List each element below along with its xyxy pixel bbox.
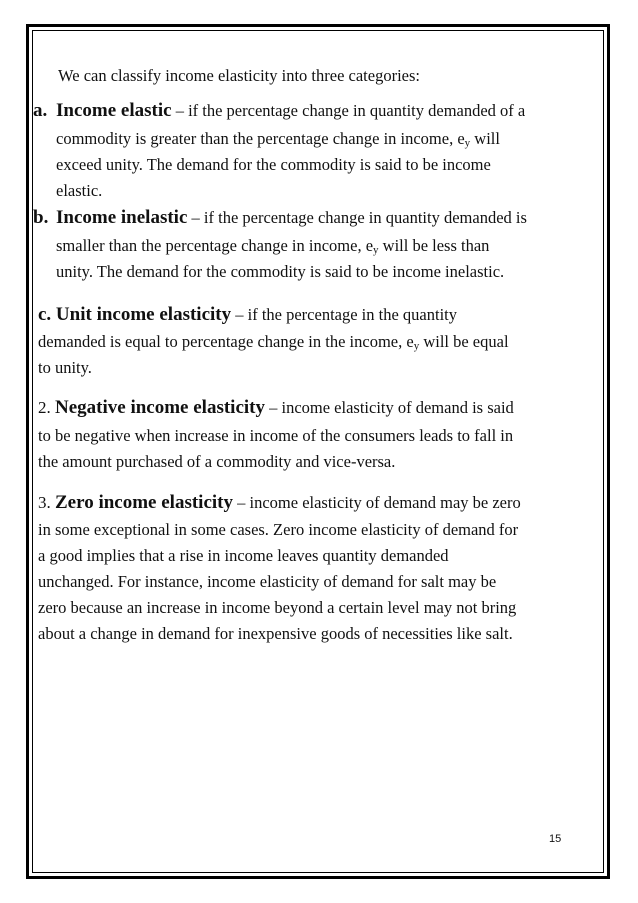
- item-c-line-3: to unity.: [38, 358, 92, 377]
- item-b-subscript: y: [373, 244, 379, 256]
- item-2-line-3: the amount purchased of a commodity and vice-versa.: [38, 452, 396, 471]
- item-2-line-1: [38, 398, 514, 418]
- item-3-line-1-rest: – income elasticity of demand may be zero: [233, 493, 521, 512]
- item-a-line-2-text: commodity is greater than the percentage change in income, e: [56, 129, 465, 148]
- item-c-term: c. Unit income elasticity: [38, 304, 232, 325]
- item-c-line-2: [38, 332, 509, 352]
- item-3-number: 3.: [38, 493, 55, 512]
- item-a-line-1: [56, 101, 525, 121]
- item-3-term: Zero income elasticity: [55, 492, 233, 513]
- item-a-line-2-end: will: [470, 129, 500, 148]
- item-b-line-1-rest: – if the percentage change in quantity demanded is: [187, 208, 527, 227]
- item-b-line-3: unity. The demand for the commodity is said to be income inelastic.: [56, 262, 505, 281]
- item-a-line-3: exceed unity. The demand for the commodity is said to be income: [56, 155, 491, 174]
- item-b-marker: b.: [33, 207, 49, 228]
- item-a-line-2: [56, 129, 500, 149]
- item-3-line-4: unchanged. For instance, income elasticity of demand for salt may be: [38, 572, 497, 591]
- item-b-line-1: [56, 208, 527, 228]
- item-2-term: Negative income elasticity: [55, 397, 265, 418]
- item-c-subscript: y: [413, 340, 420, 352]
- item-b-line-2: [56, 236, 489, 256]
- intro-paragraph: We can classify income elasticity into three categories:: [58, 66, 420, 85]
- page-number: 15: [549, 833, 562, 845]
- item-a-term: Income elastic: [56, 100, 172, 121]
- item-a-marker: a.: [33, 100, 48, 121]
- item-3-line-1: [38, 493, 521, 513]
- item-2-line-1-rest: – income elasticity of demand is said: [264, 398, 514, 417]
- item-c-line-1-rest: – if the percentage in the quantity: [231, 305, 458, 324]
- item-b-line-2-end: will be less than: [378, 236, 490, 255]
- item-c-line-2-end: will be equal: [419, 332, 509, 351]
- item-3-line-3: a good implies that a rise in income leaves quantity demanded: [38, 546, 449, 565]
- item-a-line-4: elastic.: [56, 181, 103, 200]
- item-3-line-6: about a change in demand for inexpensive goods of necessities like salt.: [38, 624, 513, 643]
- item-3-line-2: in some exceptional in some cases. Zero income elasticity of demand for: [38, 520, 519, 539]
- item-2-number: 2.: [38, 398, 55, 417]
- item-2-line-2: to be negative when increase in income of the consumers leads to fall in: [38, 426, 514, 445]
- item-a-line-1-rest: – if the percentage change in quantity demanded of a: [171, 101, 526, 120]
- item-b-line-2-text: smaller than the percentage change in income, e: [56, 236, 374, 255]
- item-c-line-2-text: demanded is equal to percentage change in the income, e: [38, 332, 414, 351]
- item-b-term: Income inelastic: [56, 207, 188, 228]
- item-a-subscript: y: [464, 137, 471, 149]
- item-3-line-5: zero because an increase in income beyond a certain level may not bring: [38, 598, 517, 617]
- item-c-line-1: [38, 305, 457, 325]
